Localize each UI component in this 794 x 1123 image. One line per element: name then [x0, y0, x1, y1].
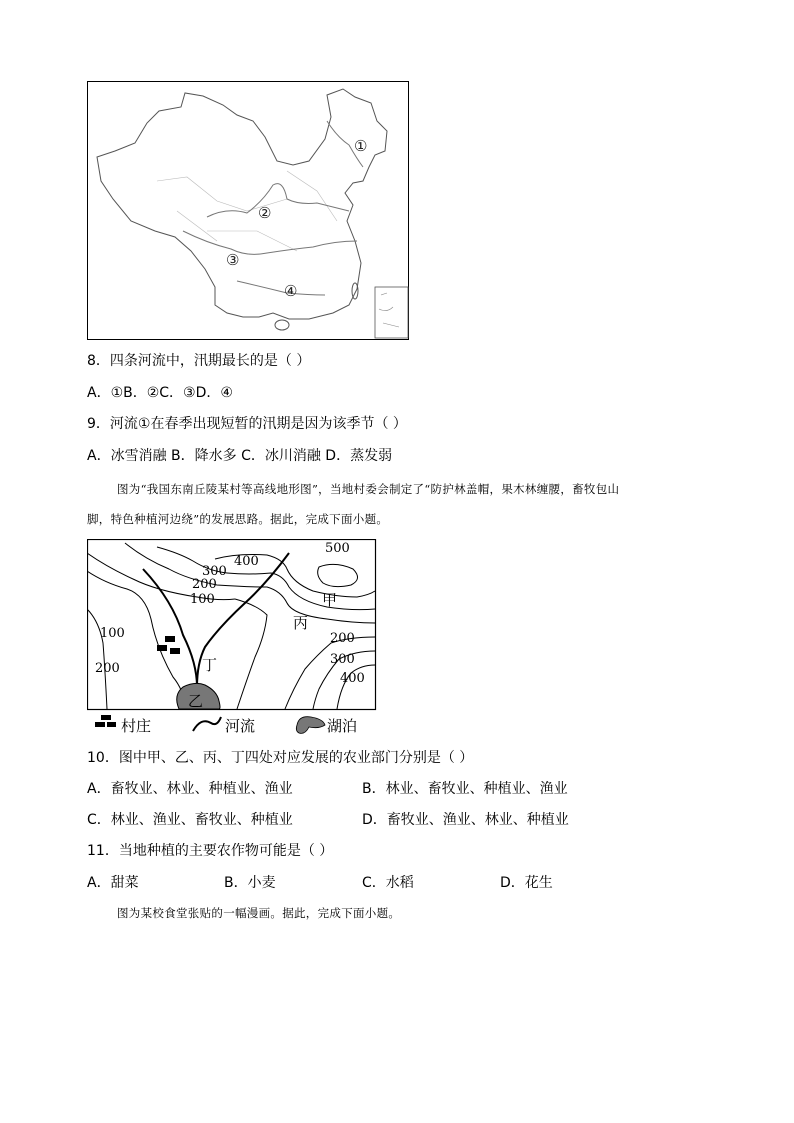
intro-cartoon-line1: 图为某校食堂张贴的一幅漫画。据此，完成下面小题。 [117, 906, 401, 920]
legend-lake-icon [296, 717, 325, 734]
legend-lake-label: 湖泊 [327, 717, 358, 735]
question-8-options: A．①B．②C．③D．④ [87, 385, 233, 401]
legend-river-label: 河流 [225, 717, 256, 735]
question-11-option-c: C．水稻 [362, 875, 414, 891]
question-10-option-c: C．林业、渔业、畜牧业、种植业 [87, 812, 293, 828]
place-label-ding: 丁 [202, 656, 218, 674]
contour-label-500: 500 [325, 541, 350, 556]
question-8-stem: 8．四条河流中，汛期最长的是（ ） [87, 353, 311, 369]
legend-river-icon [193, 717, 221, 731]
question-11-stem: 11．当地种植的主要农作物可能是（ ） [87, 843, 334, 859]
question-11-option-d: D．花生 [500, 875, 553, 891]
contour-label-200-top: 200 [192, 577, 217, 592]
contour-label-300-top: 300 [202, 564, 227, 579]
legend-village-icon [95, 715, 116, 727]
contour-label-400-top: 400 [234, 554, 259, 569]
place-label-bing: 丙 [293, 614, 309, 632]
map-label-1: ① [354, 137, 368, 155]
question-10-option-a: A．畜牧业、林业、种植业、渔业 [87, 781, 293, 797]
contour-label-100-left: 100 [100, 626, 125, 641]
question-9-options: A．冰雪消融 B．降水多 C．冰川消融 D．蒸发弱 [87, 448, 393, 464]
contour-label-300-right: 300 [330, 652, 355, 667]
china-river-map [87, 81, 410, 341]
contour-map [87, 539, 377, 739]
question-11-option-b: B．小麦 [224, 875, 276, 891]
map-label-4: ④ [284, 282, 298, 300]
question-10-stem: 10．图中甲、乙、丙、丁四处对应发展的农业部门分别是（ ） [87, 750, 474, 766]
contour-label-200-left: 200 [95, 661, 120, 676]
question-10-option-b: B．林业、畜牧业、种植业、渔业 [362, 781, 568, 797]
question-9-stem: 9．河流①在春季出现短暂的汛期是因为该季节（ ） [87, 416, 407, 432]
intro-paragraph-line1: 图为“我国东南丘陵某村等高线地形图”，当地村委会制定了“防护林盖帽，果木林缠腰，畜牧包山 [117, 482, 620, 496]
question-10-option-d: D．畜牧业、渔业、林业、种植业 [362, 812, 569, 828]
place-label-jia: 甲 [322, 591, 338, 609]
legend-village-label: 村庄 [121, 717, 152, 735]
place-label-yi: 乙 [188, 692, 204, 710]
legend [95, 715, 357, 735]
map-label-2: ② [258, 204, 272, 222]
contour-label-100-top: 100 [190, 592, 215, 607]
question-11-option-a: A．甜菜 [87, 875, 139, 891]
map-label-3: ③ [226, 251, 240, 269]
contour-label-400-right: 400 [340, 671, 365, 686]
intro-paragraph-line2: 脚，特色种植河边绕”的发展思路。据此，完成下面小题。 [87, 512, 389, 526]
contour-label-200-right: 200 [330, 631, 355, 646]
